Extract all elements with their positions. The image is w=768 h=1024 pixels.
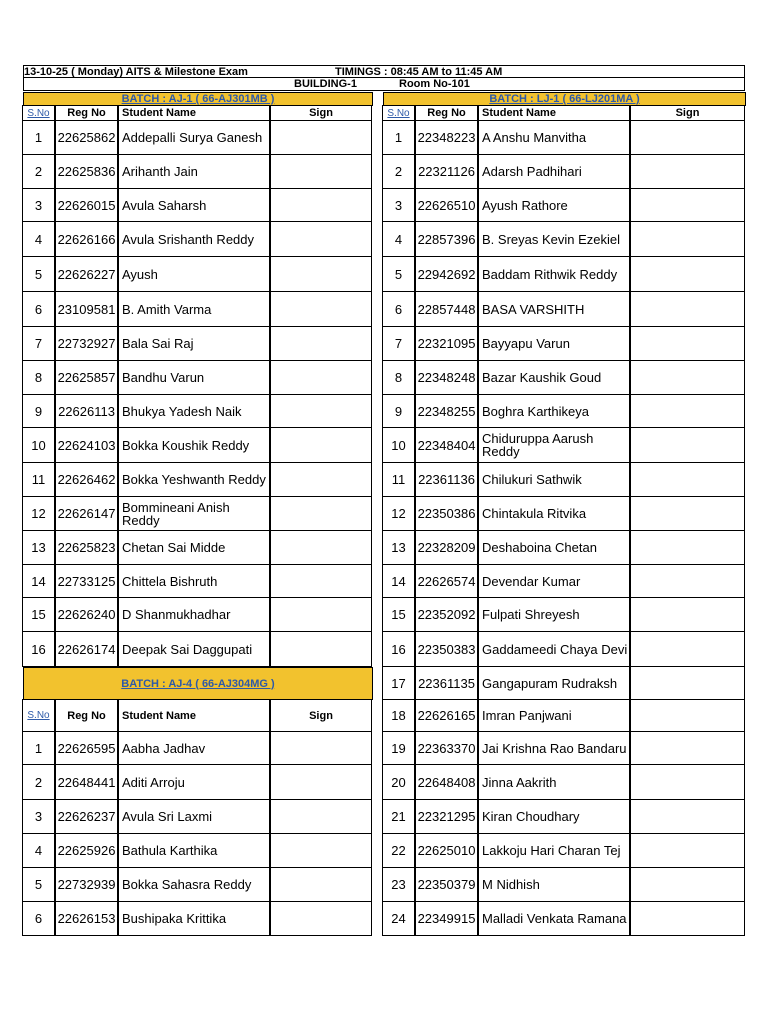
row-reg-no: 22361136 [415, 462, 478, 497]
row-sign-cell[interactable] [630, 462, 745, 497]
row-reg-no: 22626237 [55, 799, 118, 834]
row-reg-no: 22626574 [415, 564, 478, 598]
row-sno: 5 [22, 256, 55, 292]
batch-title-band [383, 92, 746, 106]
row-sign-cell[interactable] [270, 394, 372, 428]
row-sno: 5 [22, 867, 55, 902]
row-sign-cell[interactable] [270, 764, 372, 800]
row-sign-cell[interactable] [630, 394, 745, 428]
row-sign-cell[interactable] [270, 496, 372, 531]
row-sno: 14 [22, 564, 55, 598]
column-header-reg-label: Reg No [67, 709, 106, 722]
row-student-name: Chetan Sai Midde [118, 530, 270, 565]
column-header-sno-label: S.No [27, 710, 50, 721]
row-sign-cell[interactable] [630, 291, 745, 327]
row-sno: 2 [22, 764, 55, 800]
table-row [383, 902, 746, 936]
table-row [383, 765, 746, 800]
row-reg-no: 22626165 [415, 699, 478, 732]
column-header-reg [55, 105, 118, 121]
table-row [23, 361, 373, 395]
table-row [383, 361, 746, 395]
row-sno: 18 [382, 699, 415, 732]
column-header-name [118, 699, 270, 732]
row-sign-cell[interactable] [630, 833, 745, 868]
row-reg-no: 22625857 [55, 360, 118, 395]
row-sno: 3 [22, 799, 55, 834]
row-sno: 17 [382, 666, 415, 700]
row-reg-no: 22625010 [415, 833, 478, 868]
row-sign-cell[interactable] [630, 867, 745, 902]
row-reg-no: 22626153 [55, 901, 118, 936]
table-row [23, 222, 373, 257]
row-student-name: Deshaboina Chetan [478, 530, 630, 565]
column-header-row [23, 106, 373, 121]
table-row [23, 497, 373, 531]
row-sign-cell[interactable] [270, 427, 372, 463]
row-sign-cell[interactable] [630, 564, 745, 598]
column-header-reg [415, 105, 478, 121]
row-sign-cell[interactable] [270, 833, 372, 868]
row-sign-cell[interactable] [270, 360, 372, 395]
row-sign-cell[interactable] [270, 799, 372, 834]
row-sign-cell[interactable] [630, 631, 745, 667]
row-sno: 19 [382, 731, 415, 765]
column-header-name [478, 105, 630, 121]
row-sno: 4 [382, 221, 415, 257]
table-row [383, 292, 746, 327]
row-student-name: Imran Panjwani [478, 699, 630, 732]
table-row [383, 428, 746, 463]
table-row [383, 598, 746, 632]
header-row-2 [23, 77, 745, 91]
row-sno: 20 [382, 764, 415, 800]
table-row [23, 531, 373, 565]
column-header-name-label: Student Name [122, 107, 196, 119]
row-student-name: Bokka Koushik Reddy [118, 427, 270, 463]
column-header-sign [270, 699, 372, 732]
row-student-name: Arihanth Jain [118, 154, 270, 189]
row-student-name: Jinna Aakrith [478, 764, 630, 800]
table-row [383, 732, 746, 765]
row-student-name: Lakkoju Hari Charan Tej [478, 833, 630, 868]
row-student-name: Bokka Sahasra Reddy [118, 867, 270, 902]
row-reg-no: 22350379 [415, 867, 478, 902]
row-sno: 16 [382, 631, 415, 667]
row-student-name: Chiduruppa Aarush Reddy [478, 427, 630, 463]
row-reg-no: 22626147 [55, 496, 118, 531]
row-reg-no: 22625836 [55, 154, 118, 189]
row-sno: 1 [22, 731, 55, 765]
column-header-name [118, 105, 270, 121]
table-row [23, 902, 373, 936]
table-row [383, 395, 746, 428]
table-row [23, 632, 373, 667]
row-reg-no: 22348223 [415, 120, 478, 155]
row-sno: 5 [382, 256, 415, 292]
row-student-name: B. Amith Varma [118, 291, 270, 327]
row-sno: 15 [382, 597, 415, 632]
row-sno: 6 [382, 291, 415, 327]
row-student-name: B. Sreyas Kevin Ezekiel [478, 221, 630, 257]
table-row [383, 222, 746, 257]
row-reg-no: 22626227 [55, 256, 118, 292]
table-row [23, 868, 373, 902]
row-sno: 1 [382, 120, 415, 155]
row-student-name: Adarsh Padhihari [478, 154, 630, 189]
row-sno: 15 [22, 597, 55, 632]
row-student-name: Avula Srishanth Reddy [118, 221, 270, 257]
column-header-row [383, 106, 746, 121]
row-sign-cell[interactable] [630, 699, 745, 732]
row-sno: 16 [22, 631, 55, 667]
sheet-header [23, 65, 745, 91]
exam-timings: TIMINGS : 08:45 AM to 11:45 AM [335, 66, 503, 78]
row-reg-no: 22733125 [55, 564, 118, 598]
row-reg-no: 22350383 [415, 631, 478, 667]
table-row [23, 428, 373, 463]
row-sno: 11 [22, 462, 55, 497]
row-reg-no: 22626510 [415, 188, 478, 222]
row-reg-no: 22857448 [415, 291, 478, 327]
row-reg-no: 22352092 [415, 597, 478, 632]
row-sign-cell[interactable] [270, 867, 372, 902]
column-header-sign-label: Sign [309, 107, 333, 119]
row-reg-no: 22626240 [55, 597, 118, 632]
row-sno: 7 [382, 326, 415, 361]
table-row [383, 155, 746, 189]
table-row [23, 155, 373, 189]
row-student-name: Fulpati Shreyesh [478, 597, 630, 632]
row-sno: 23 [382, 867, 415, 902]
table-row [383, 667, 746, 700]
row-student-name: Chintakula Ritvika [478, 496, 630, 531]
row-student-name: Aditi Arroju [118, 764, 270, 800]
column-header-sno [382, 105, 415, 121]
row-student-name: Bandhu Varun [118, 360, 270, 395]
row-reg-no: 22732939 [55, 867, 118, 902]
right-panel [383, 92, 746, 937]
row-sno: 9 [22, 394, 55, 428]
row-sno: 10 [382, 427, 415, 463]
column-header-name-label: Student Name [482, 107, 556, 119]
row-student-name: M Nidhish [478, 867, 630, 902]
column-header-sign [270, 105, 372, 121]
row-sno: 21 [382, 799, 415, 834]
row-student-name: Ayush [118, 256, 270, 292]
table-row [383, 868, 746, 902]
row-sno: 8 [22, 360, 55, 395]
row-student-name: Malladi Venkata Ramana [478, 901, 630, 936]
column-header-reg [55, 699, 118, 732]
row-sno: 9 [382, 394, 415, 428]
row-reg-no: 22857396 [415, 221, 478, 257]
row-sno: 4 [22, 833, 55, 868]
row-student-name: Chilukuri Sathwik [478, 462, 630, 497]
row-sno: 6 [22, 901, 55, 936]
row-sign-cell[interactable] [630, 221, 745, 257]
row-reg-no: 22626462 [55, 462, 118, 497]
row-student-name: BASA VARSHITH [478, 291, 630, 327]
table-row [383, 565, 746, 598]
row-reg-no: 22348248 [415, 360, 478, 395]
row-sno: 11 [382, 462, 415, 497]
row-student-name: Boghra Karthikeya [478, 394, 630, 428]
row-sno: 8 [382, 360, 415, 395]
row-student-name: Bushipaka Krittika [118, 901, 270, 936]
row-reg-no: 22321095 [415, 326, 478, 361]
row-sno: 2 [382, 154, 415, 189]
row-sign-cell[interactable] [270, 326, 372, 361]
room-label: Room No-101 [399, 78, 470, 90]
row-sno: 6 [22, 291, 55, 327]
table-row [383, 121, 746, 155]
row-reg-no: 22350386 [415, 496, 478, 531]
row-sign-cell[interactable] [270, 188, 372, 222]
row-sno: 4 [22, 221, 55, 257]
row-reg-no: 22626015 [55, 188, 118, 222]
row-sign-cell[interactable] [270, 530, 372, 565]
row-sign-cell[interactable] [270, 221, 372, 257]
row-reg-no: 22348255 [415, 394, 478, 428]
row-sign-cell[interactable] [270, 291, 372, 327]
row-sno: 13 [382, 530, 415, 565]
row-sno: 3 [22, 188, 55, 222]
row-sno: 7 [22, 326, 55, 361]
row-sign-cell[interactable] [630, 666, 745, 700]
row-sno: 22 [382, 833, 415, 868]
row-sign-cell[interactable] [270, 462, 372, 497]
row-reg-no: 22626166 [55, 221, 118, 257]
row-sno: 1 [22, 120, 55, 155]
row-sign-cell[interactable] [270, 631, 372, 667]
row-sign-cell[interactable] [630, 120, 745, 155]
table-row [23, 327, 373, 361]
row-sign-cell[interactable] [630, 427, 745, 463]
batch-title: BATCH : AJ-1 ( 66-AJ301MB ) [121, 93, 275, 105]
building-label: BUILDING-1 [294, 78, 357, 90]
row-sno: 3 [382, 188, 415, 222]
table-row [23, 395, 373, 428]
row-student-name: Bayyapu Varun [478, 326, 630, 361]
row-sign-cell[interactable] [630, 731, 745, 765]
row-student-name: Bokka Yeshwanth Reddy [118, 462, 270, 497]
table-row [383, 327, 746, 361]
row-sno: 12 [382, 496, 415, 531]
row-student-name: A Anshu Manvitha [478, 120, 630, 155]
row-reg-no: 22625862 [55, 120, 118, 155]
row-sno: 10 [22, 427, 55, 463]
table-row [23, 257, 373, 292]
row-sign-cell[interactable] [270, 120, 372, 155]
row-reg-no: 23109581 [55, 291, 118, 327]
table-row [23, 292, 373, 327]
row-reg-no: 22625823 [55, 530, 118, 565]
row-reg-no: 22321295 [415, 799, 478, 834]
column-header-sno [22, 699, 55, 732]
row-sign-cell[interactable] [630, 799, 745, 834]
row-student-name: Bommineani Anish Reddy [118, 496, 270, 531]
row-reg-no: 22626113 [55, 394, 118, 428]
table-row [23, 565, 373, 598]
row-sign-cell[interactable] [630, 901, 745, 936]
column-header-row [23, 700, 373, 732]
column-header-sno-label: S.No [27, 107, 50, 119]
batch-title: BATCH : LJ-1 ( 66-LJ201MA ) [489, 93, 640, 105]
table-row [23, 189, 373, 222]
row-reg-no: 22349915 [415, 901, 478, 936]
row-sign-cell[interactable] [270, 597, 372, 632]
row-student-name: Deepak Sai Daggupati [118, 631, 270, 667]
row-sign-cell[interactable] [630, 360, 745, 395]
row-sign-cell[interactable] [270, 564, 372, 598]
row-student-name: Aabha Jadhav [118, 731, 270, 765]
row-sno: 13 [22, 530, 55, 565]
row-reg-no: 22624103 [55, 427, 118, 463]
row-student-name: Avula Saharsh [118, 188, 270, 222]
table-row [383, 700, 746, 732]
row-reg-no: 22348404 [415, 427, 478, 463]
left-panel [23, 92, 373, 937]
row-reg-no: 22328209 [415, 530, 478, 565]
column-header-sign-label: Sign [675, 107, 700, 119]
row-sign-cell[interactable] [270, 256, 372, 292]
column-header-name-label: Student Name [122, 709, 196, 722]
table-row [23, 598, 373, 632]
table-row [383, 834, 746, 868]
batch-title-band [23, 92, 373, 106]
table-row [23, 800, 373, 834]
row-reg-no: 22363370 [415, 731, 478, 765]
row-reg-no: 22626174 [55, 631, 118, 667]
row-student-name: Baddam Rithwik Reddy [478, 256, 630, 292]
row-sign-cell[interactable] [630, 496, 745, 531]
row-reg-no: 22321126 [415, 154, 478, 189]
row-sign-cell[interactable] [630, 188, 745, 222]
table-row [383, 531, 746, 565]
row-sign-cell[interactable] [630, 154, 745, 189]
batch-title: BATCH : AJ-4 ( 66-AJ304MG ) [121, 677, 275, 690]
row-sign-cell[interactable] [270, 154, 372, 189]
row-sign-cell[interactable] [630, 530, 745, 565]
row-sno: 2 [22, 154, 55, 189]
row-student-name: Jai Krishna Rao Bandaru [478, 731, 630, 765]
row-reg-no: 22648441 [55, 764, 118, 800]
row-student-name: Ayush Rathore [478, 188, 630, 222]
column-header-sno-label: S.No [387, 107, 410, 119]
row-student-name: Bathula Karthika [118, 833, 270, 868]
table-row [383, 632, 746, 667]
column-header-reg-label: Reg No [427, 107, 466, 119]
row-student-name: Gaddameedi Chaya Devi [478, 631, 630, 667]
table-row [383, 800, 746, 834]
table-row [383, 497, 746, 531]
row-student-name: Gangapuram Rudraksh [478, 666, 630, 700]
table-row [23, 834, 373, 868]
row-student-name: Addepalli Surya Ganesh [118, 120, 270, 155]
row-sign-cell[interactable] [630, 326, 745, 361]
table-row [23, 121, 373, 155]
table-row [23, 765, 373, 800]
row-reg-no: 22942692 [415, 256, 478, 292]
column-header-sign-label: Sign [309, 709, 333, 722]
row-reg-no: 22361135 [415, 666, 478, 700]
row-student-name: Devendar Kumar [478, 564, 630, 598]
row-sign-cell[interactable] [630, 764, 745, 800]
batch-title-band [23, 667, 373, 700]
row-student-name: Kiran Choudhary [478, 799, 630, 834]
table-row [23, 732, 373, 765]
row-student-name: Bala Sai Raj [118, 326, 270, 361]
column-header-sno [22, 105, 55, 121]
row-reg-no: 22648408 [415, 764, 478, 800]
row-sign-cell[interactable] [270, 731, 372, 765]
row-sno: 12 [22, 496, 55, 531]
row-student-name: D Shanmukhadhar [118, 597, 270, 632]
row-sno: 24 [382, 901, 415, 936]
table-row [23, 463, 373, 497]
row-student-name: Bhukya Yadesh Naik [118, 394, 270, 428]
row-reg-no: 22625926 [55, 833, 118, 868]
row-student-name: Avula Sri Laxmi [118, 799, 270, 834]
row-student-name: Bazar Kaushik Goud [478, 360, 630, 395]
column-header-reg-label: Reg No [67, 107, 106, 119]
row-sign-cell[interactable] [270, 901, 372, 936]
row-sign-cell[interactable] [630, 256, 745, 292]
row-sign-cell[interactable] [630, 597, 745, 632]
row-sno: 14 [382, 564, 415, 598]
table-row [383, 189, 746, 222]
column-header-sign [630, 105, 745, 121]
row-reg-no: 22732927 [55, 326, 118, 361]
row-student-name: Chittela Bishruth [118, 564, 270, 598]
exam-title: 13-10-25 ( Monday) AITS & Milestone Exam [24, 66, 248, 78]
table-row [383, 463, 746, 497]
table-row [383, 257, 746, 292]
row-reg-no: 22626595 [55, 731, 118, 765]
